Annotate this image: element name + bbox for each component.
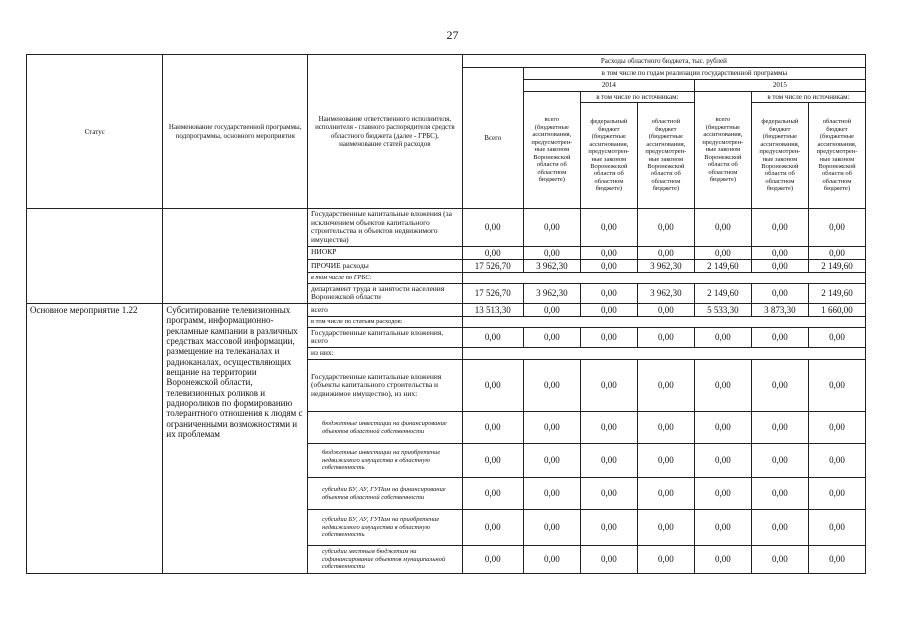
empty-values <box>462 348 865 360</box>
header-program-name: Наименование государственной программы, подпрограммы, основного мероприятия <box>163 55 308 209</box>
value-2015-federal: 0,00 <box>751 360 808 412</box>
value-total: 0,00 <box>462 246 523 259</box>
value-2014-federal: 0,00 <box>580 327 637 347</box>
header-by-years: в том числе по годам реализации государственной программы <box>523 68 865 80</box>
value-total: 17 526,70 <box>462 259 523 272</box>
value-2014-regional: 0,00 <box>637 303 694 316</box>
row-desc: всего <box>307 303 462 316</box>
header-2015-federal: федеральный бюджет (бюджетные ассигнования, предусмотрен-ные законом Воронежской области об областном бюджете) <box>751 103 808 209</box>
value-2015-regional: 0,00 <box>808 444 865 478</box>
value-2014-total: 0,00 <box>523 246 580 259</box>
budget-table <box>26 54 866 574</box>
header-2014-sources: в том числе по источникам: <box>580 92 694 103</box>
value-2015-regional: 0,00 <box>808 546 865 574</box>
value-2014-total: 3 962,30 <box>523 283 580 303</box>
value-2015-regional: 0,00 <box>808 412 865 444</box>
value-2014-regional: 0,00 <box>637 246 694 259</box>
value-total: 0,00 <box>462 327 523 347</box>
value-2014-federal: 0,00 <box>580 478 637 510</box>
value-2015-federal: 0,00 <box>751 444 808 478</box>
value-2015-total: 0,00 <box>694 478 751 510</box>
header-year-2014: 2014 <box>523 80 694 92</box>
value-2015-total: 2 149,60 <box>694 283 751 303</box>
value-2014-federal: 0,00 <box>580 444 637 478</box>
row-desc: в том числе по ГРБС: <box>307 273 462 283</box>
value-2015-regional: 0,00 <box>808 510 865 546</box>
value-2014-total: 0,00 <box>523 478 580 510</box>
value-total: 17 526,70 <box>462 283 523 303</box>
value-2015-total: 0,00 <box>694 327 751 347</box>
value-2014-regional: 0,00 <box>637 360 694 412</box>
value-2014-regional: 0,00 <box>637 209 694 247</box>
table-row <box>27 209 866 247</box>
value-2014-federal: 0,00 <box>580 360 637 412</box>
value-2014-regional: 0,00 <box>637 478 694 510</box>
value-2015-total: 5 533,30 <box>694 303 751 316</box>
header-executor: Наименование ответственного исполнителя, исполнителя - главного распорядителя средств областного бюджета (далее - ГРБС), наименование статей расходов <box>307 55 462 209</box>
row-desc: ПРОЧИЕ расходы <box>307 259 462 272</box>
value-2014-federal: 0,00 <box>580 510 637 546</box>
row-desc: субсидии местным бюджетам на софинансирование объектов муниципальной собственности <box>307 546 462 574</box>
value-2015-federal: 0,00 <box>751 478 808 510</box>
value-2015-regional: 0,00 <box>808 209 865 247</box>
value-2015-regional: 0,00 <box>808 327 865 347</box>
row-desc: НИОКР <box>307 246 462 259</box>
value-2015-regional: 2 149,60 <box>808 283 865 303</box>
header-year-2015: 2015 <box>694 80 865 92</box>
value-2014-regional: 0,00 <box>637 546 694 574</box>
header-2014-federal: федеральный бюджет (бюджетные ассигнования, предусмотрен-ные законом Воронежской области об областном бюджете) <box>580 103 637 209</box>
value-2015-total: 0,00 <box>694 546 751 574</box>
value-2015-total: 0,00 <box>694 510 751 546</box>
value-2014-federal: 0,00 <box>580 259 637 272</box>
value-total: 0,00 <box>462 444 523 478</box>
row-desc: Государственные капитальные вложения, всего <box>307 327 462 347</box>
status-cell-empty <box>27 209 163 304</box>
value-2014-regional: 0,00 <box>637 412 694 444</box>
row-desc: субсидии БУ, АУ, ГУПам на приобретение недвижимого имущества в областную собственность <box>307 510 462 546</box>
row-desc: в том числе по статьям расходов: <box>307 317 462 327</box>
header-2015-sources: в том числе по источникам: <box>751 92 865 103</box>
value-2015-federal: 0,00 <box>751 259 808 272</box>
value-2015-total: 0,00 <box>694 360 751 412</box>
value-2015-regional: 2 149,60 <box>808 259 865 272</box>
header-expenses: Расходы областного бюджета, тыс. рублей <box>462 55 865 68</box>
value-2015-total: 2 149,60 <box>694 259 751 272</box>
header-2014-regional: областной бюджет (бюджетные ассигнования, предусмотрен-ные законом Воронежской области об областном бюджете) <box>637 103 694 209</box>
row-desc: Государственные капитальные вложения (за исключением объектов капитального строительства и объектов недвижимого имущества) <box>307 209 462 247</box>
value-total: 0,00 <box>462 209 523 247</box>
measure-status: Основное мероприятие 1.22 <box>27 303 163 573</box>
value-2014-total: 0,00 <box>523 412 580 444</box>
value-total: 0,00 <box>462 546 523 574</box>
value-total: 0,00 <box>462 510 523 546</box>
empty-values <box>462 317 865 327</box>
row-desc: департамент труда и занятости населения Воронежской области <box>307 283 462 303</box>
value-2014-federal: 0,00 <box>580 209 637 247</box>
value-2014-total: 0,00 <box>523 510 580 546</box>
value-2015-total: 0,00 <box>694 246 751 259</box>
value-2014-federal: 0,00 <box>580 546 637 574</box>
table-row <box>27 303 866 316</box>
value-2015-federal: 0,00 <box>751 546 808 574</box>
value-2015-regional: 0,00 <box>808 478 865 510</box>
value-2014-total: 0,00 <box>523 209 580 247</box>
header-total: Всего <box>462 68 523 209</box>
value-2015-federal: 0,00 <box>751 209 808 247</box>
row-desc: бюджетные инвестиции на финансирование объектов областной собственности <box>307 412 462 444</box>
empty-values <box>462 273 865 283</box>
value-total: 0,00 <box>462 360 523 412</box>
value-2015-regional: 0,00 <box>808 360 865 412</box>
value-2015-federal: 0,00 <box>751 412 808 444</box>
row-desc: бюджетные инвестиции на приобретение недвижимого имущества в областную собственность <box>307 444 462 478</box>
value-2014-federal: 0,00 <box>580 246 637 259</box>
value-total: 0,00 <box>462 412 523 444</box>
value-2015-regional: 1 660,00 <box>808 303 865 316</box>
name-cell-empty <box>163 209 308 304</box>
value-2015-federal: 0,00 <box>751 327 808 347</box>
header-2014-total: всего (бюджетные ассигнования, предусмотрен-ные законом Воронежской области об областном бюджете) <box>523 92 580 209</box>
value-2015-federal: 0,00 <box>751 246 808 259</box>
value-2014-total: 0,00 <box>523 327 580 347</box>
value-2014-federal: 0,00 <box>580 283 637 303</box>
value-2014-total: 3 962,30 <box>523 259 580 272</box>
value-2015-federal: 0,00 <box>751 283 808 303</box>
value-2014-federal: 0,00 <box>580 303 637 316</box>
header-2015-total: всего (бюджетные ассигнования, предусмотрен-ные законом Воронежской области об областном бюджете) <box>694 92 751 209</box>
value-2014-federal: 0,00 <box>580 412 637 444</box>
value-total: 0,00 <box>462 478 523 510</box>
value-total: 13 513,30 <box>462 303 523 316</box>
value-2014-total: 0,00 <box>523 360 580 412</box>
header-2015-regional: областной бюджет (бюджетные ассигнования, предусмотрен-ные законом Воронежской области об областном бюджете) <box>808 103 865 209</box>
value-2014-regional: 0,00 <box>637 327 694 347</box>
value-2014-total: 0,00 <box>523 444 580 478</box>
row-desc: Государственные капитальные вложения (объекты капитального строительства и недвижимое имущество), из них: <box>307 360 462 412</box>
page-number: 27 <box>446 28 459 42</box>
value-2014-regional: 0,00 <box>637 444 694 478</box>
value-2015-total: 0,00 <box>694 412 751 444</box>
value-2014-regional: 3 962,30 <box>637 283 694 303</box>
row-desc: субсидии БУ, АУ, ГУПам на финансирование объектов областной собственности <box>307 478 462 510</box>
value-2015-total: 0,00 <box>694 209 751 247</box>
row-desc: из них: <box>307 348 462 360</box>
value-2014-total: 0,00 <box>523 546 580 574</box>
measure-name: Субситирование телевизионных программ, информационно-рекламные кампании в различных средствах массовой информации, размещение на телеканалах и радиоканалах, осуществляющих вещание на территории Воронежской области, телевизионных роликов и радиороликов по формированию толерантного отношения к людям с ограниченными возможностями и их проблемам <box>163 303 308 573</box>
value-2014-regional: 0,00 <box>637 510 694 546</box>
value-2014-total: 0,00 <box>523 303 580 316</box>
header-status: Статус <box>27 55 163 209</box>
value-2015-federal: 0,00 <box>751 510 808 546</box>
value-2015-total: 0,00 <box>694 444 751 478</box>
value-2015-federal: 3 873,30 <box>751 303 808 316</box>
value-2015-regional: 0,00 <box>808 246 865 259</box>
value-2014-regional: 3 962,30 <box>637 259 694 272</box>
